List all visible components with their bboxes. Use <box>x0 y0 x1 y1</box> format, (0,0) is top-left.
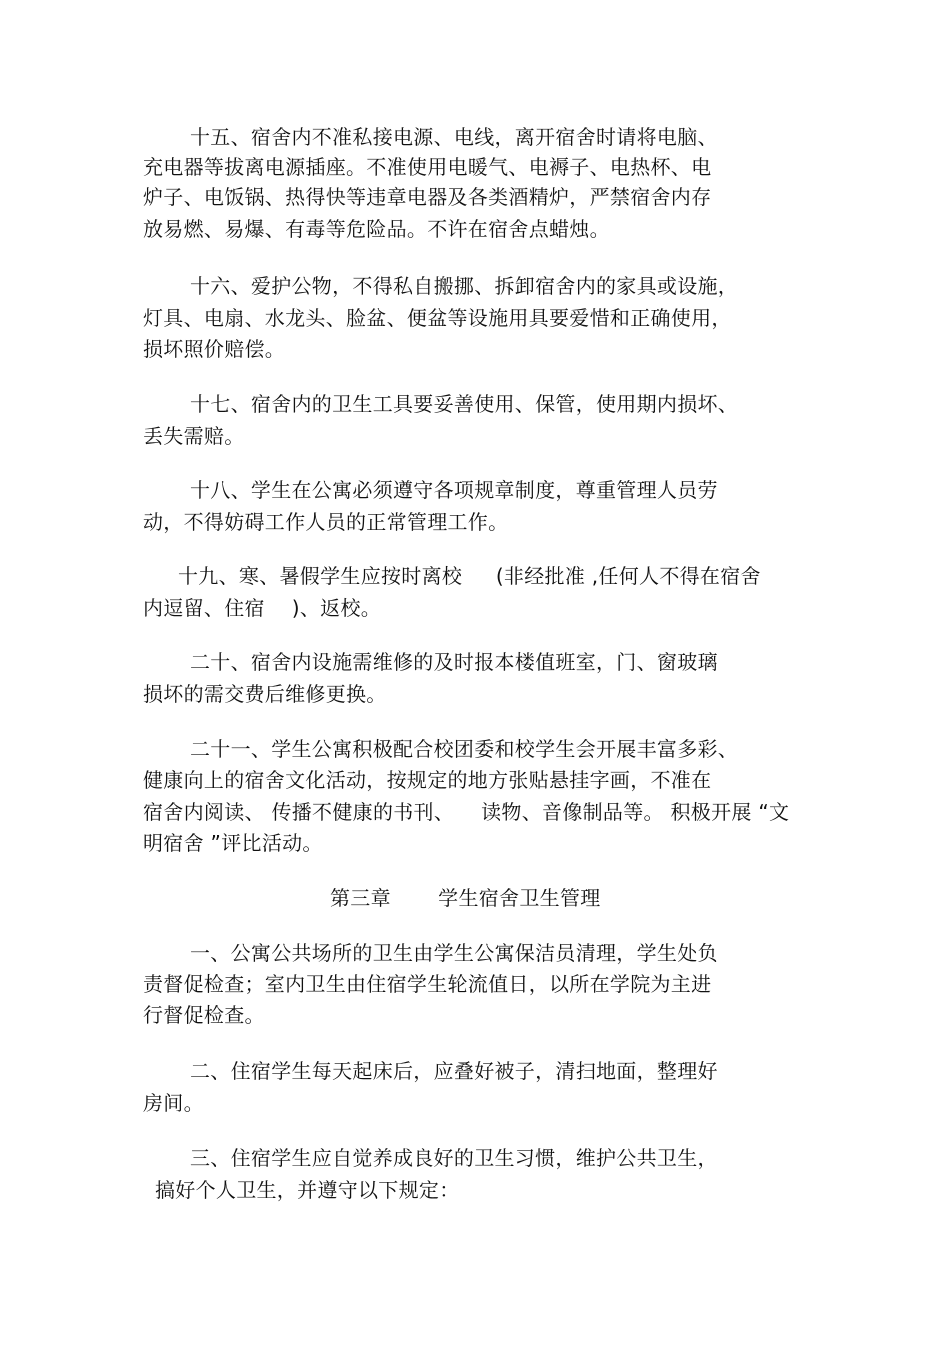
article-15-line-4: 放易燃、易爆、有毒等危险品。不许在宿舍点蜡烛。 <box>143 217 610 241</box>
article-19-line-1: 十九、寒、暑假学生应按时离校 (非经批准 ,任何人不得在宿舍 <box>178 564 761 588</box>
chapter-item-3-line-1: 三、住宿学生应自觉养成良好的卫生习惯，维护公共卫生， <box>190 1146 718 1170</box>
article-21-line-3: 宿舍内阅读、 传播不健康的书刊、 读物、音像制品等。 积极开展 “文 <box>143 800 790 824</box>
article-21-line-1: 二十一、学生公寓积极配合校团委和校学生会开展丰富多彩、 <box>190 737 739 761</box>
chapter-item-1-line-2: 责督促检查；室内卫生由住宿学生轮流值日，以所在学院为主进 <box>143 972 712 996</box>
article-20-line-2: 损坏的需交费后维修更换。 <box>143 682 387 706</box>
article-18-line-2: 动，不得妨碍工作人员的正常管理工作。 <box>143 510 509 534</box>
chapter-item-1-line-1: 一、公寓公共场所的卫生由学生公寓保洁员清理，学生处负 <box>190 941 718 965</box>
chapter-item-3-line-2: 搞好个人卫生，并遵守以下规定： <box>155 1178 460 1202</box>
article-21-line-2: 健康向上的宿舍文化活动，按规定的地方张贴悬挂字画，不准在 <box>143 768 712 792</box>
chapter-item-1-line-3: 行督促检查。 <box>143 1003 265 1027</box>
article-17-line-2: 丢失需赔。 <box>143 424 245 448</box>
article-19-line-2: 内逗留、住宿 )、返校。 <box>143 596 382 620</box>
article-16-line-3: 损坏照价赔偿。 <box>143 337 286 361</box>
article-15-line-1: 十五、宿舍内不准私接电源、电线，离开宿舍时请将电脑、 <box>190 125 718 149</box>
chapter-item-2-line-1: 二、住宿学生每天起床后，应叠好被子，清扫地面，整理好 <box>190 1059 718 1083</box>
article-17-line-1: 十七、宿舍内的卫生工具要妥善使用、保管，使用期内损坏、 <box>190 392 739 416</box>
article-21-line-4: 明宿舍 ”评比活动。 <box>143 831 323 855</box>
article-15-line-2: 充电器等拔离电源插座。不准使用电暖气、电褥子、电热杯、电 <box>143 155 712 179</box>
article-16-line-2: 灯具、电扇、水龙头、脸盆、便盆等设施用具要爱惜和正确使用， <box>143 306 732 330</box>
article-15-line-3: 炉子、电饭锅、热得快等违章电器及各类酒精炉，严禁宿舍内存 <box>143 185 712 209</box>
chapter-heading: 第三章 学生宿舍卫生管理 <box>330 886 601 910</box>
article-16-line-1: 十六、爱护公物，不得私自搬挪、拆卸宿舍内的家具或设施， <box>190 274 739 298</box>
article-18-line-1: 十八、学生在公寓必须遵守各项规章制度，尊重管理人员劳 <box>190 478 718 502</box>
article-20-line-1: 二十、宿舍内设施需维修的及时报本楼值班室，门、窗玻璃 <box>190 650 718 674</box>
chapter-item-2-line-2: 房间。 <box>143 1091 204 1115</box>
